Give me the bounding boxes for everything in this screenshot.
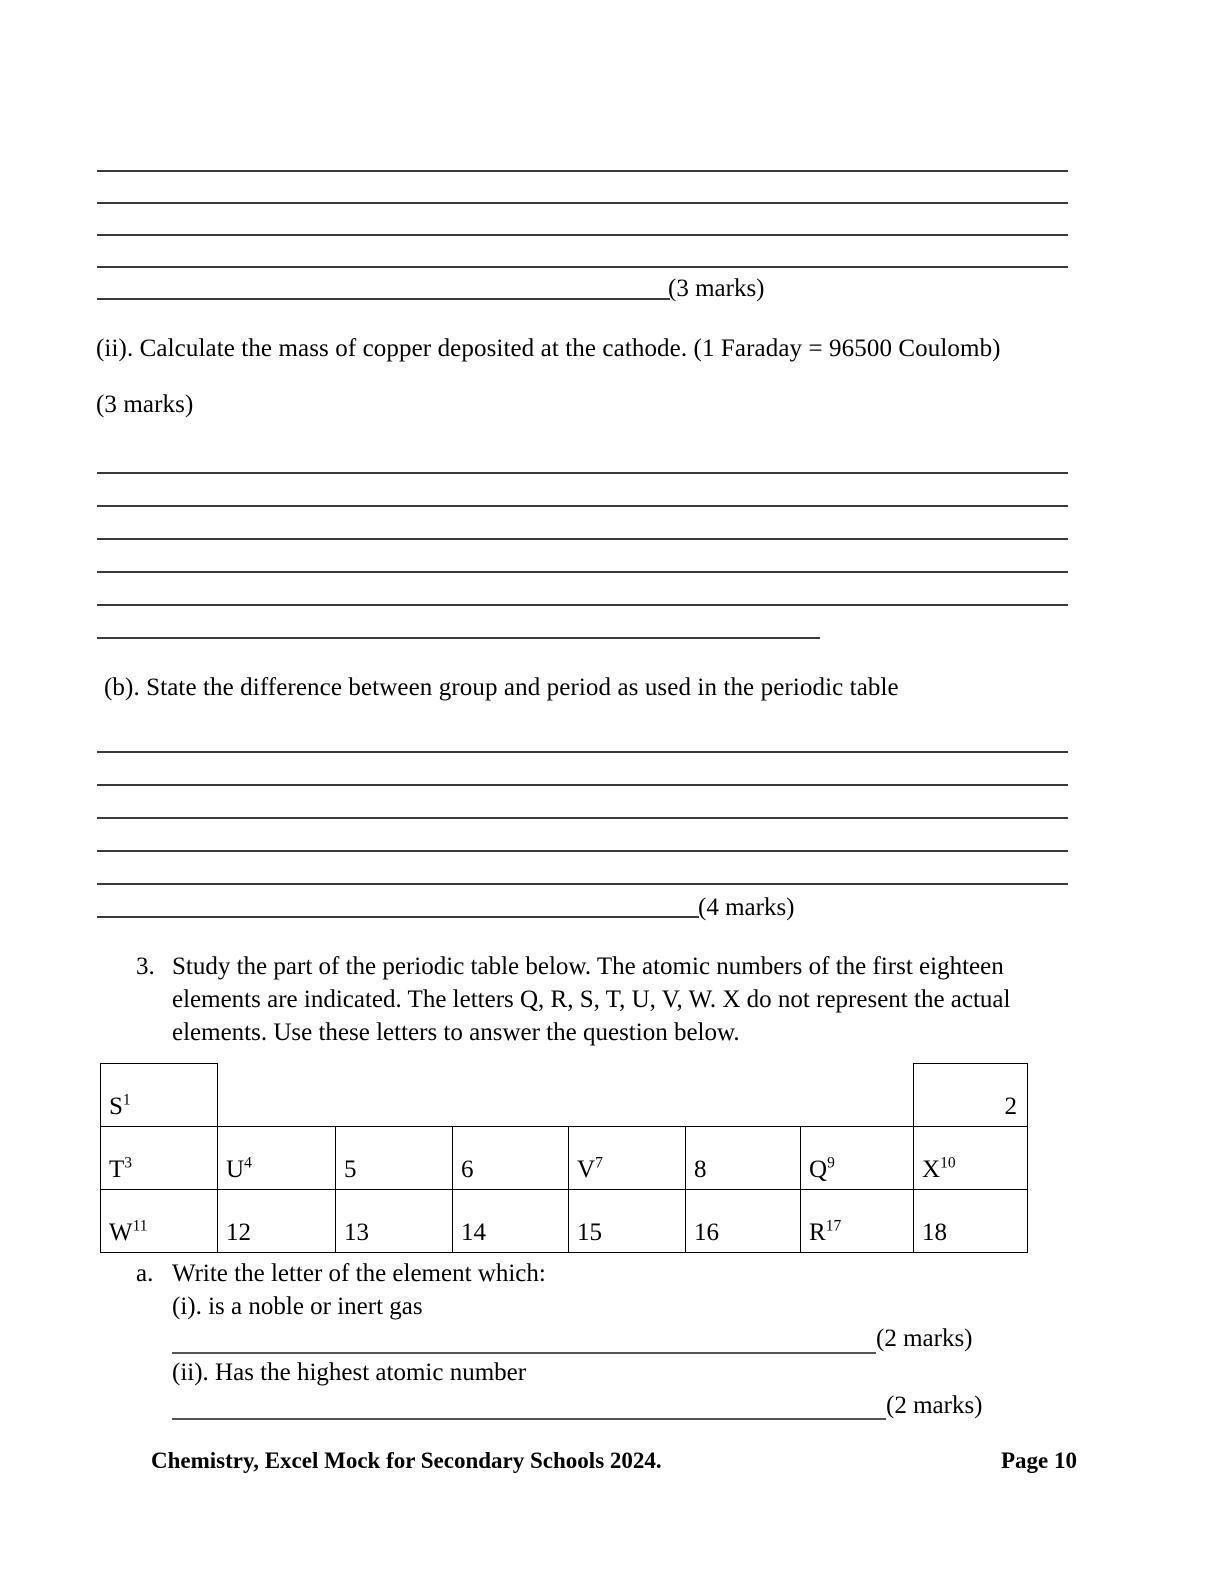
marks-label-a-i: (3 marks) [668,275,765,302]
ptable-cell-w11 [101,1190,218,1253]
ptable-gap-cell [218,1064,914,1127]
answer-lines-block-1 [97,170,1068,295]
periodic-table-excerpt [100,1063,1028,1253]
ptable-cell-u4 [218,1127,336,1190]
answer-line [97,817,1068,819]
atomic-number: 2 [1004,1093,1017,1120]
ptable-cell-18 [914,1190,1028,1253]
table-row [101,1127,1028,1190]
answer-line [97,850,1068,852]
question-3a-label: a. [136,1260,154,1287]
atomic-number: 18 [922,1219,947,1246]
marks-label-2b: (4 marks) [698,894,795,921]
ptable-cell-14 [453,1190,569,1253]
answer-line [97,751,1068,753]
answer-line [97,571,1068,573]
atomic-number: 1 [122,1091,131,1109]
answer-line [97,170,1068,172]
answer-line [97,637,820,639]
question-2b-text: (b). State the difference between group and period as used in the periodic table [104,674,899,701]
footer-page-number: Page 10 [1001,1448,1078,1473]
element-symbol: Q [809,1156,828,1183]
atomic-number: 17 [825,1217,842,1235]
element-symbol: W [109,1219,133,1246]
ptable-cell-8 [686,1127,801,1190]
question-3a-sub-ii: (ii). Has the highest atomic number [172,1359,527,1386]
answer-lines-block-3 [97,751,1068,916]
atomic-number: 14 [461,1219,486,1246]
marks-label-3a-i: (2 marks) [876,1325,973,1352]
table-row [101,1064,1028,1127]
question-3a-sub-i: (i). is a noble or inert gas [172,1293,423,1320]
ptable-cell-s1 [101,1064,218,1127]
atomic-number: 6 [461,1156,474,1183]
element-symbol: X [922,1156,941,1183]
element-symbol: S [109,1093,123,1120]
element-symbol: V [577,1156,596,1183]
answer-line [97,266,1068,268]
answer-line [97,472,1068,474]
ptable-cell-t3 [101,1127,218,1190]
answer-line [97,883,1068,885]
ptable-cell-13 [336,1190,453,1253]
ptable-cell-2 [914,1064,1028,1127]
question-3-stem: Study the part of the periodic table below. The atomic numbers of the first eighteen elements are indicated. The letters Q, R, S, T, U, V, W. X do not represent the actual elements. Use these letters to answer the question below. [172,953,1011,1046]
ptable-cell-15 [569,1190,686,1253]
ptable-cell-12 [218,1190,336,1253]
atomic-number: 16 [694,1219,719,1246]
ptable-cell-q9 [801,1127,914,1190]
ptable-cell-6 [453,1127,569,1190]
element-symbol: U [226,1156,245,1183]
question-2a-ii-text: (ii). Calculate the mass of copper deposited at the cathode. (1 Faraday = 96500 Coulomb) [96,335,1001,362]
answer-line [97,202,1068,204]
answer-line [97,604,1068,606]
atomic-number: 3 [124,1154,133,1172]
answer-line [97,234,1068,236]
answer-line [97,298,670,300]
answer-line [97,784,1068,786]
atomic-number: 15 [577,1219,602,1246]
ptable-cell-r17 [801,1190,914,1253]
answer-line [97,538,1068,540]
atomic-number: 5 [344,1156,357,1183]
atomic-number: 9 [827,1154,835,1172]
answer-lines-block-2 [97,472,1068,637]
marks-label-3a-ii: (2 marks) [886,1392,983,1419]
ptable-cell-16 [686,1190,801,1253]
footer-subject-label: Chemistry, Excel Mock for Secondary Schools 2024. [151,1448,662,1473]
answer-line [97,505,1068,507]
question-3-number: 3. [136,953,155,980]
atomic-number: 8 [694,1156,707,1183]
element-symbol: R [809,1219,826,1246]
atomic-number: 13 [344,1219,369,1246]
element-symbol: T [109,1156,125,1183]
atomic-number: 10 [940,1154,956,1172]
answer-line [172,1418,886,1420]
question-3a-prompt: Write the letter of the element which: [172,1260,546,1287]
atomic-number: 12 [226,1219,251,1246]
periodic-table-body [101,1064,1028,1253]
atomic-number: 11 [132,1217,148,1235]
answer-line [97,916,699,918]
ptable-cell-x10 [914,1127,1028,1190]
table-row [101,1190,1028,1253]
marks-label-2a-ii: (3 marks) [96,391,194,418]
atomic-number: 4 [244,1154,252,1172]
ptable-cell-5 [336,1127,453,1190]
atomic-number: 7 [595,1154,603,1172]
answer-line [172,1352,876,1354]
ptable-cell-v7 [569,1127,686,1190]
